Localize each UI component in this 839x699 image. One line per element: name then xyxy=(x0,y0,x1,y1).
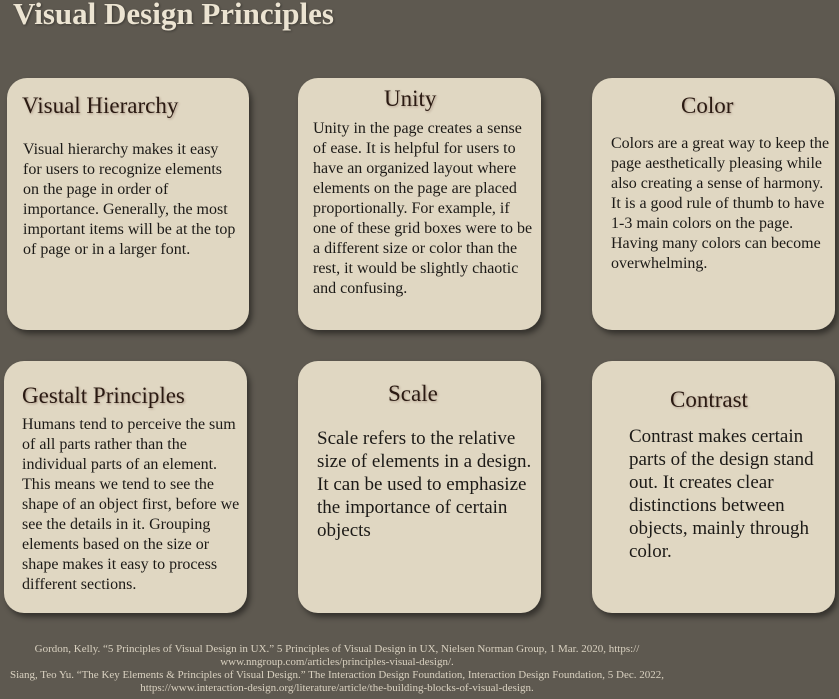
card-title-scale: Scale xyxy=(388,381,438,406)
citation-1: Gordon, Kelly. “5 Principles of Visual Design in UX.” 5 Principles of Visual Design in UX, Nielsen Norman Group, 1 Mar. 2020, https:// www.nngroup.com/articles/principles-visual-design/. xyxy=(34,643,640,668)
card-body-color: Colors are a great way to keep the page aesthetically pleasing while also creating a sense of harmony. It is a good rule of thumb to have 1-3 main colors on the page. Having many colors can become overwhelming. xyxy=(611,135,830,272)
card-body-gestalt-principles: Humans tend to perceive the sum of all parts rather than the individual parts of an element. This means we tend to see the shape of an object first, before we see the details in it. Grouping elements based on the size or shape makes it easy to process different sections. xyxy=(22,416,240,593)
card-body-contrast: Contrast makes certain parts of the design stand out. It creates clear distinctions between objects, mainly through color. xyxy=(629,426,814,562)
card-title-contrast: Contrast xyxy=(670,387,748,412)
card-body-visual-hierarchy: Visual hierarchy makes it easy for users to recognize elements on the page in order of importance. Generally, the most important items will be at the top of page or in a larger font. xyxy=(23,141,236,258)
card-title-color: Color xyxy=(681,93,734,118)
card-contrast xyxy=(592,361,835,613)
card-gestalt-principles xyxy=(4,361,247,613)
citations xyxy=(0,643,674,695)
card-body-scale: Scale refers to the relative size of elements in a design. It can be used to emphasize the importance of certain objects xyxy=(317,428,532,541)
card-title-gestalt-principles: Gestalt Principles xyxy=(22,383,185,408)
card-scale xyxy=(298,361,541,613)
page-title: Visual Design Principles xyxy=(13,0,334,31)
card-title-visual-hierarchy: Visual Hierarchy xyxy=(22,93,179,118)
card-color xyxy=(592,78,835,330)
card-unity xyxy=(298,78,541,330)
card-title-unity: Unity xyxy=(384,86,437,111)
card-body-unity: Unity in the page creates a sense of ease. It is helpful for users to have an organized layout where elements on the page are placed proportionally. For example, if one of these grid boxes were to be a different size or color than the rest, it would be slightly chaotic and confusing. xyxy=(313,120,533,297)
card-visual-hierarchy xyxy=(7,78,249,330)
citation-2: Siang, Teo Yu. “The Key Elements & Principles of Visual Design.” The Interaction Design Foundation, Interaction Design Foundation, 5 Dec. 2022, https://www.interaction-design.org/literature/article/the-building-blocks-of-visual-design. xyxy=(9,669,665,694)
